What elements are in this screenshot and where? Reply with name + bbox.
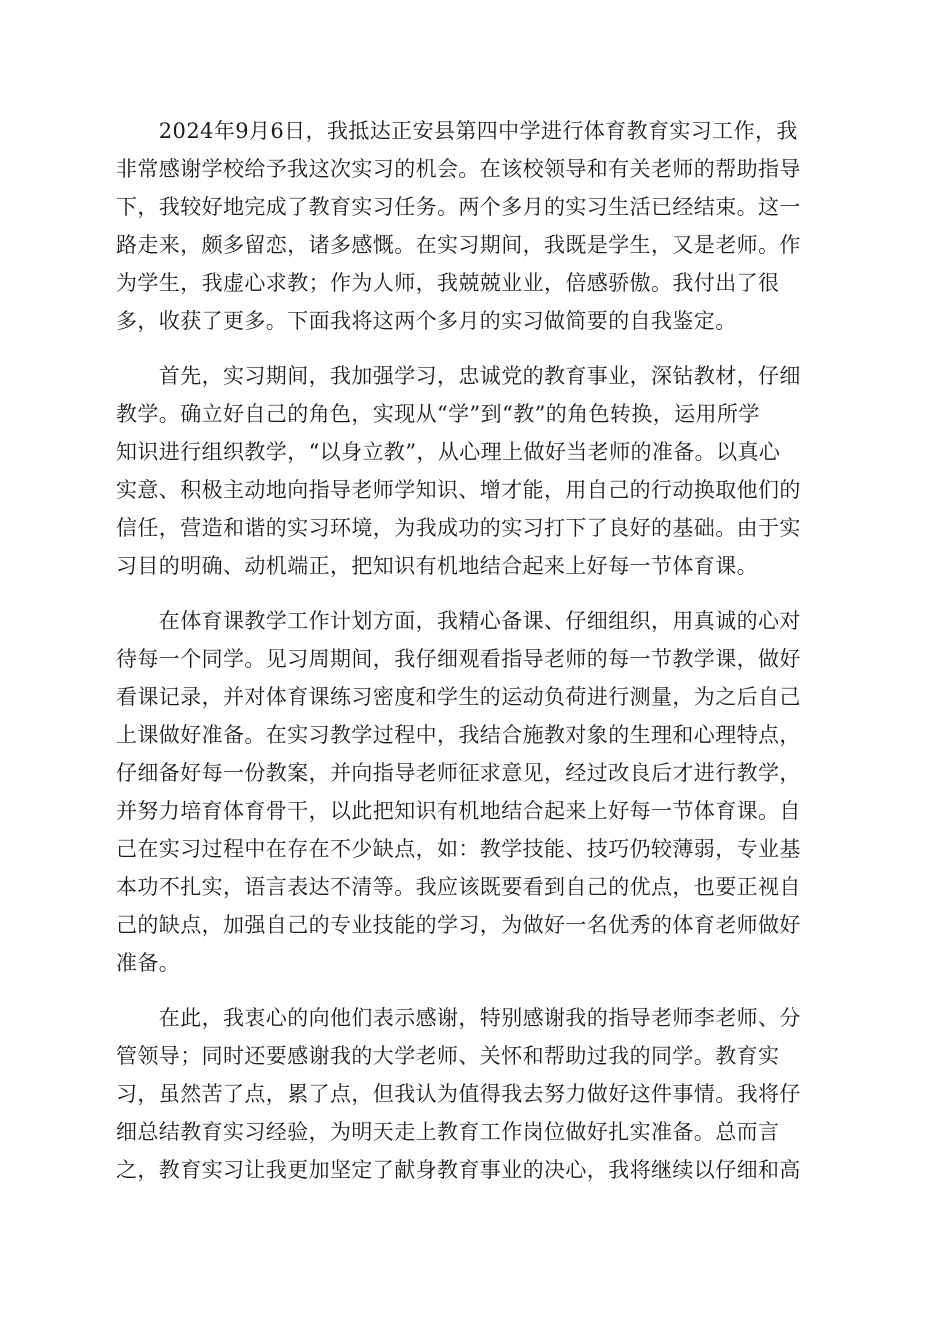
paragraph-line: 上课做好准备。在实习教学过程中，我结合施教对象的生理和心理特点，	[116, 723, 801, 747]
paragraph-line: 信任，营造和谐的实习环境，为我成功的实习打下了良好的基础。由于实	[116, 516, 801, 540]
paragraph-line: 习目的明确、动机端正，把知识有机地结合起来上好每一节体育课。	[116, 554, 758, 578]
document-body	[116, 112, 836, 1206]
paragraph-1	[116, 112, 836, 340]
paragraph-line: 本功不扎实，语言表达不清等。我应该既要看到自己的优点，也要正视自	[116, 875, 801, 899]
paragraph-3	[116, 602, 836, 982]
paragraph-line: 下，我较好地完成了教育实习任务。两个多月的实习生活已经结束。这一	[116, 195, 801, 219]
paragraph-line: 准备。	[116, 951, 181, 975]
paragraph-line: 仔细备好每一份教案，并向指导老师征求意见，经过改良后才进行教学，	[116, 761, 801, 785]
paragraph-line: 非常感谢学校给予我这次实习的机会。在该校领导和有关老师的帮助指导	[116, 157, 801, 181]
paragraph-line: 路走来，颇多留恋，诸多感慨。在实习期间，我既是学生，又是老师。作	[116, 233, 801, 257]
paragraph-line: 2024年9月6日，我抵达正安县第四中学进行体育教育实习工作，我	[116, 119, 798, 143]
paragraph-line: 在此，我衷心的向他们表示感谢，特别感谢我的指导老师李老师、分	[116, 1006, 801, 1030]
paragraph-line: 细总结教育实习经验，为明天走上教育工作岗位做好扎实准备。总而言	[116, 1120, 780, 1144]
paragraph-line: 多，收获了更多。下面我将这两个多月的实习做简要的自我鉴定。	[116, 309, 737, 333]
paragraph-4	[116, 999, 836, 1189]
paragraph-line: 己的缺点，加强自己的专业技能的学习，为做好一名优秀的体育老师做好	[116, 913, 801, 937]
paragraph-line: 教学。确立好自己的角色，实现从“学”到“教”的角色转换，运用所学	[116, 402, 760, 426]
paragraph-2	[116, 357, 836, 585]
paragraph-line: 为学生，我虚心求教；作为人师，我兢兢业业，倍感骄傲。我付出了很	[116, 271, 780, 295]
paragraph-line: 之，教育实习让我更加坚定了献身教育事业的决心，我将继续以仔细和高	[116, 1158, 801, 1182]
paragraph-line: 看课记录，并对体育课练习密度和学生的运动负荷进行测量，为之后自己	[116, 685, 801, 709]
paragraph-line: 首先，实习期间，我加强学习，忠诚党的教育事业，深钻教材，仔细	[116, 364, 801, 388]
paragraph-line: 并努力培育体育骨干，以此把知识有机地结合起来上好每一节体育课。自	[116, 799, 801, 823]
paragraph-line: 管领导；同时还要感谢我的大学老师、关怀和帮助过我的同学。教育实	[116, 1044, 780, 1068]
paragraph-line: 在体育课教学工作计划方面，我精心备课、仔细组织，用真诚的心对	[116, 609, 801, 633]
paragraph-line: 待每一个同学。见习周期间，我仔细观看指导老师的每一节教学课，做好	[116, 647, 801, 671]
paragraph-line: 实意、积极主动地向指导老师学知识、增才能，用自己的行动换取他们的	[116, 478, 801, 502]
paragraph-line: 己在实习过程中在存在不少缺点，如：教学技能、技巧仍较薄弱，专业基	[116, 837, 801, 861]
paragraph-line: 知识进行组织教学，“以身立教”，从心理上做好当老师的准备。以真心	[116, 440, 781, 464]
paragraph-line: 习，虽然苦了点，累了点，但我认为值得我去努力做好这件事情。我将仔	[116, 1082, 801, 1106]
